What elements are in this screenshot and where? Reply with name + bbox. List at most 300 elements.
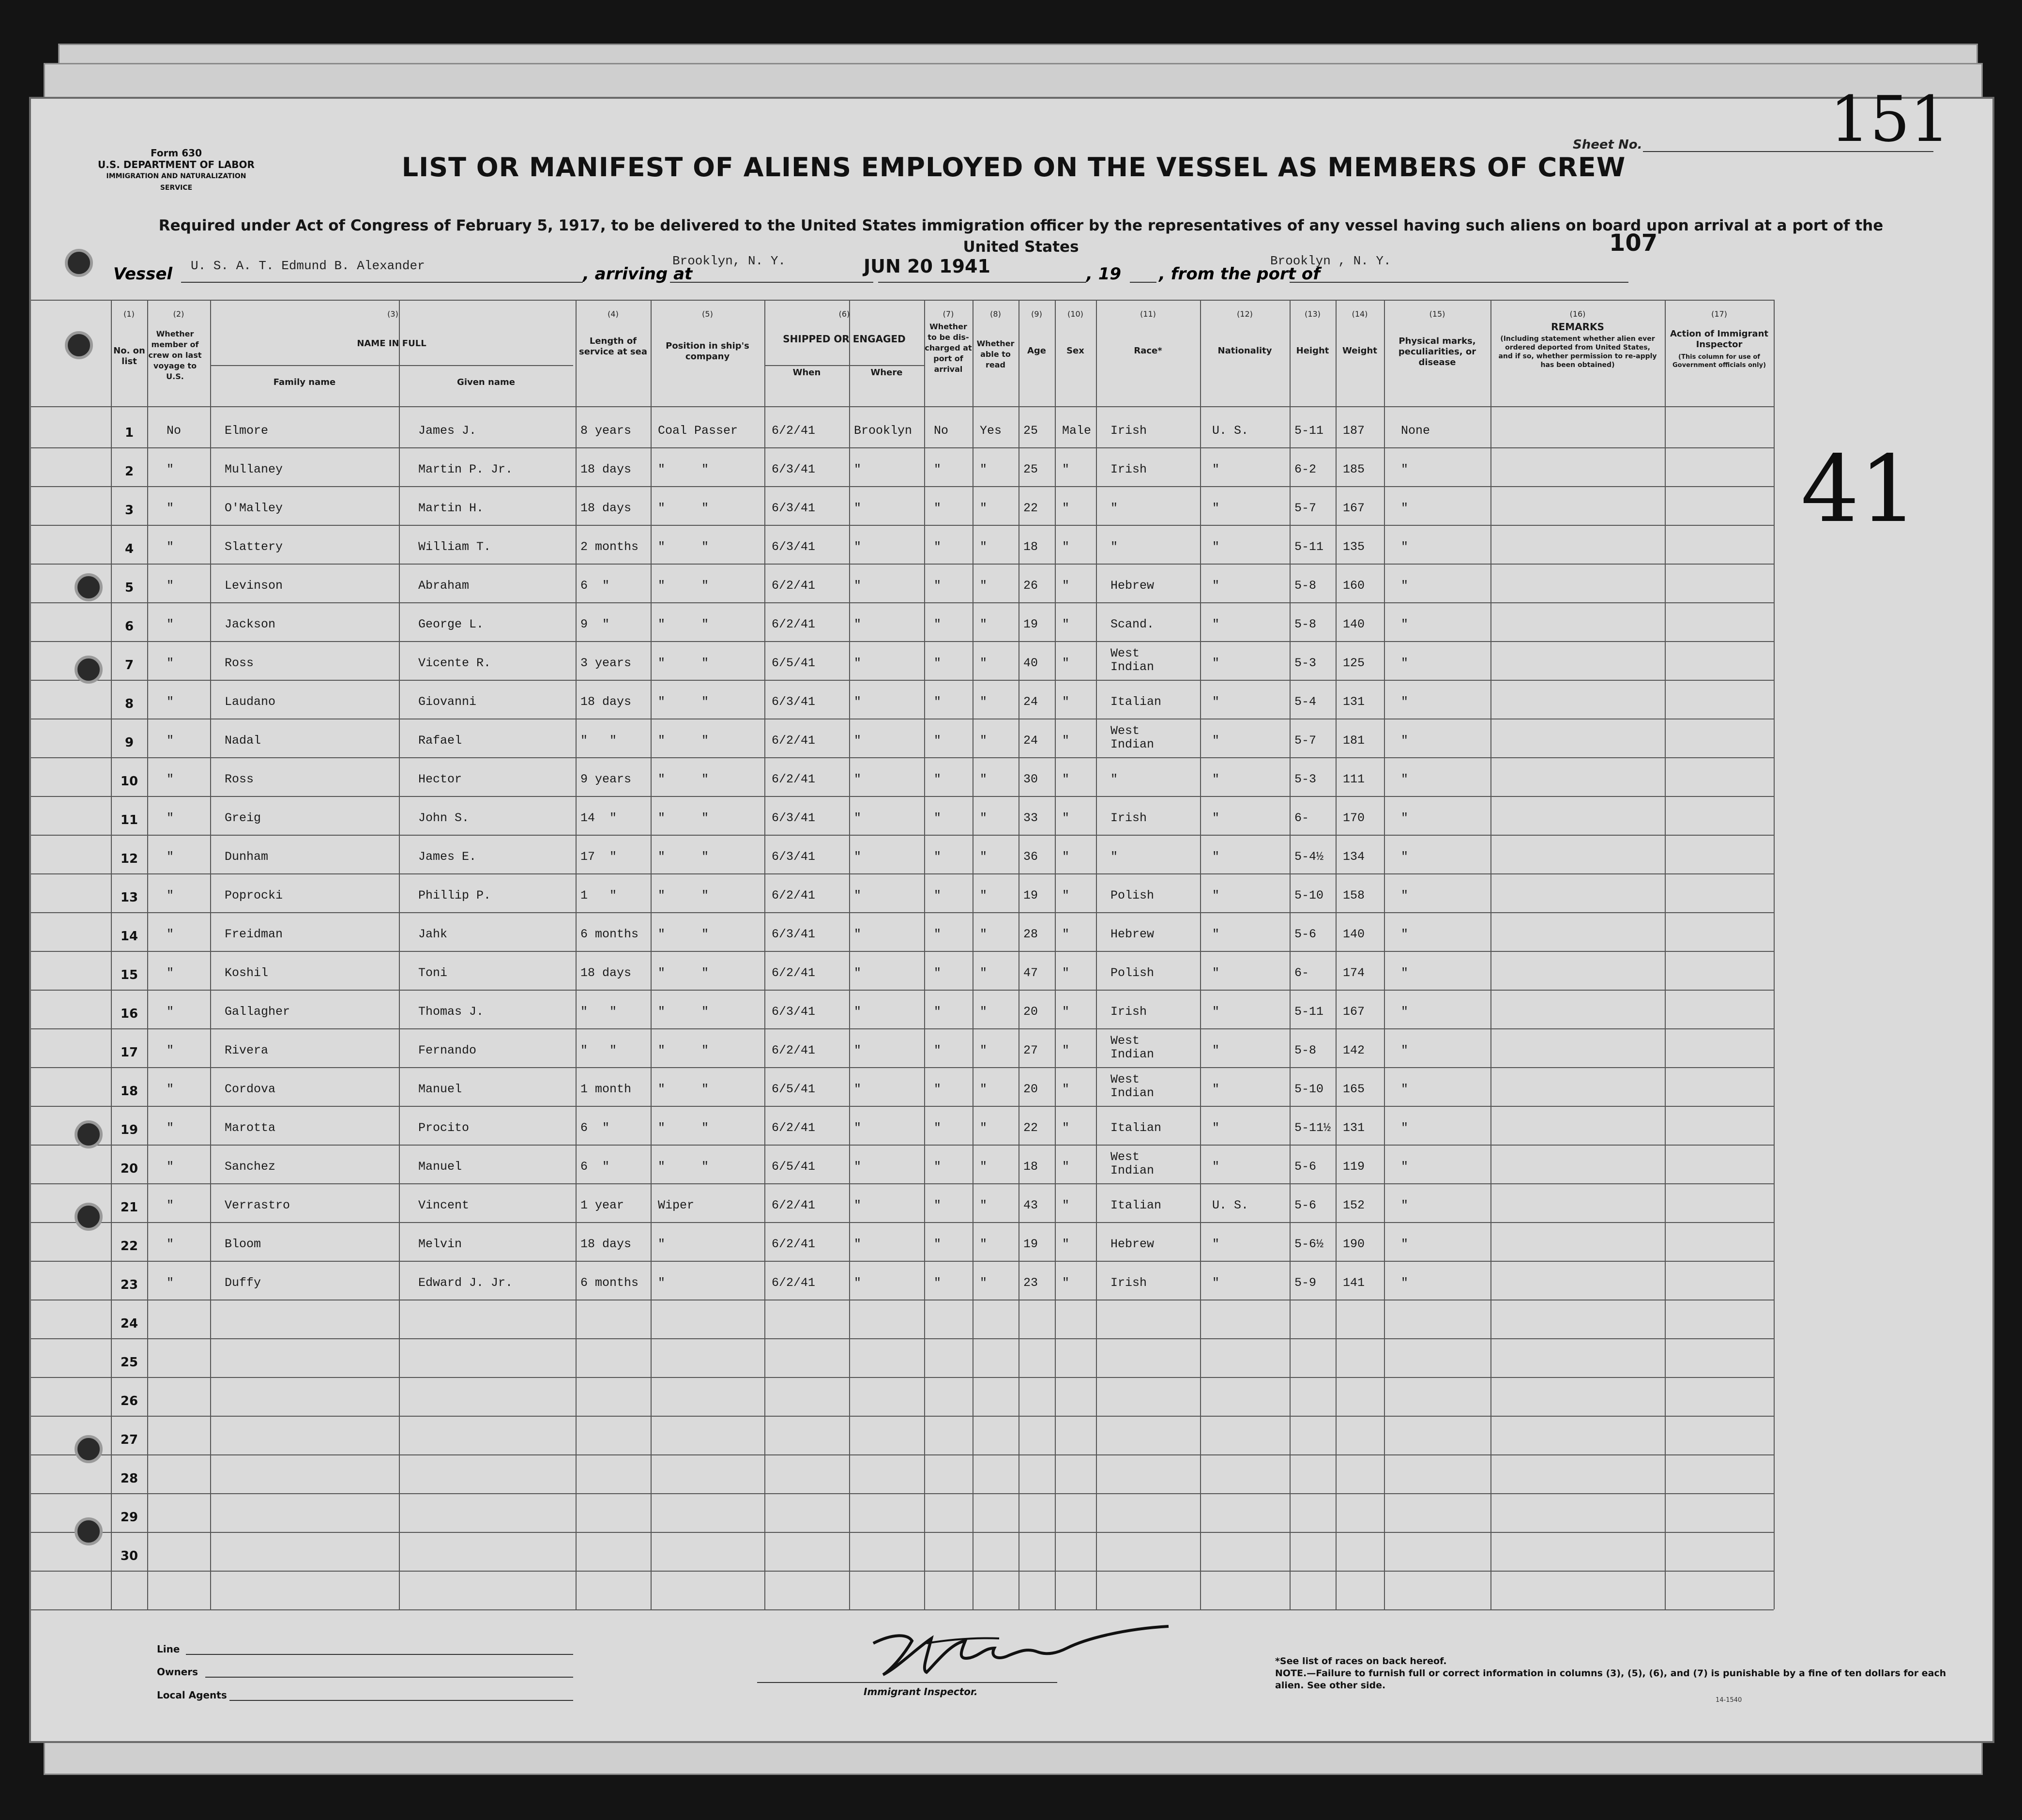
crew-table bbox=[31, 300, 1996, 1609]
physical-marks-cell: " bbox=[1401, 1043, 1409, 1057]
service-length-cell: 1 month bbox=[580, 1082, 632, 1096]
table-row-rule bbox=[31, 602, 1774, 603]
physical-marks-cell: " bbox=[1401, 888, 1409, 902]
family-name-cell: Dunham bbox=[225, 850, 269, 864]
height-cell: 5-3 bbox=[1294, 772, 1317, 786]
physical-marks-cell: " bbox=[1401, 695, 1409, 709]
age-cell: 25 bbox=[1023, 424, 1038, 438]
race-cell: Italian bbox=[1110, 1121, 1162, 1135]
table-row-rule bbox=[31, 1416, 1774, 1417]
header-position: Position in ship's company bbox=[666, 341, 749, 362]
footer-note bbox=[1275, 1655, 1953, 1692]
service-length-cell: 18 days bbox=[580, 462, 632, 476]
nationality-cell: U. S. bbox=[1212, 424, 1249, 438]
local-agents-field bbox=[229, 1700, 573, 1701]
table-row-rule bbox=[31, 1106, 1774, 1107]
able-to-read-cell: " bbox=[980, 579, 988, 593]
age-cell: 43 bbox=[1023, 1198, 1038, 1212]
age-cell: 19 bbox=[1023, 617, 1038, 631]
physical-marks-cell: " bbox=[1401, 617, 1409, 631]
sex-cell: " bbox=[1062, 579, 1070, 593]
physical-marks-cell: " bbox=[1401, 1121, 1409, 1135]
service-length-cell: 17 " bbox=[580, 850, 617, 864]
shipped-where-cell: " bbox=[854, 850, 862, 864]
height-cell: 5-11 bbox=[1294, 1005, 1324, 1019]
nationality-cell: " bbox=[1212, 1005, 1220, 1019]
position-cell: " " bbox=[658, 888, 709, 902]
weight-cell: 119 bbox=[1343, 1160, 1365, 1174]
physical-marks-cell: " bbox=[1401, 1005, 1409, 1019]
given-name-cell: Jahk bbox=[418, 927, 448, 941]
row-number: 10 bbox=[120, 774, 138, 789]
discharged-cell: " bbox=[934, 617, 942, 631]
age-cell: 36 bbox=[1023, 850, 1038, 864]
header-where: Where bbox=[870, 367, 903, 378]
nationality-cell: U. S. bbox=[1212, 1198, 1249, 1212]
service-length-cell: 18 days bbox=[580, 966, 632, 980]
able-to-read-cell: " bbox=[980, 501, 988, 515]
physical-marks-cell: " bbox=[1401, 1198, 1409, 1212]
age-cell: 20 bbox=[1023, 1082, 1038, 1096]
inspector-signature-line bbox=[757, 1682, 1057, 1683]
row-number: 23 bbox=[120, 1278, 138, 1292]
discharged-cell: " bbox=[934, 1198, 942, 1212]
vessel-name-line bbox=[181, 282, 583, 283]
position-cell: " " bbox=[658, 1005, 709, 1019]
age-cell: 30 bbox=[1023, 772, 1038, 786]
nationality-cell: " bbox=[1212, 501, 1220, 515]
header-nationality: Nationality bbox=[1217, 346, 1272, 356]
local-agents-label: Local Agents bbox=[157, 1689, 227, 1701]
sex-cell: Male bbox=[1062, 424, 1092, 438]
row-number: 6 bbox=[124, 619, 134, 634]
service-length-cell: 1 " bbox=[580, 888, 617, 902]
shipped-when-cell: 6/3/41 bbox=[772, 501, 816, 515]
from-port-line bbox=[1290, 282, 1628, 283]
table-column-rule bbox=[1665, 300, 1666, 1609]
position-cell: " " bbox=[658, 734, 709, 748]
table-row-rule bbox=[31, 406, 1774, 407]
table-row-rule bbox=[31, 951, 1774, 952]
age-cell: 27 bbox=[1023, 1043, 1038, 1057]
row-number: 4 bbox=[124, 542, 134, 556]
nationality-cell: " bbox=[1212, 772, 1220, 786]
height-cell: 5-8 bbox=[1294, 1043, 1317, 1057]
weight-cell: 181 bbox=[1343, 734, 1365, 748]
family-name-cell: Laudano bbox=[225, 695, 276, 709]
arriving-label: , arriving at bbox=[583, 264, 693, 284]
position-cell: " " bbox=[658, 656, 709, 670]
sex-cell: " bbox=[1062, 617, 1070, 631]
date-line bbox=[878, 282, 1086, 283]
shipped-where-cell: " bbox=[854, 1160, 862, 1174]
column-number: (3) bbox=[387, 309, 398, 319]
table-column-rule bbox=[1490, 300, 1491, 1609]
shipped-where-cell: Brooklyn bbox=[854, 424, 912, 438]
family-name-cell: O'Malley bbox=[225, 501, 283, 515]
arriving-line bbox=[670, 282, 873, 283]
age-cell: 28 bbox=[1023, 927, 1038, 941]
position-cell: " " bbox=[658, 1160, 709, 1174]
service-length-cell: 6 months bbox=[580, 927, 639, 941]
header-remarks-note: (Including statement whether alien ever ordered deported from United States, and if so, whether permission to re-apply has been obtained) bbox=[1498, 335, 1657, 369]
physical-marks-cell: " bbox=[1401, 540, 1409, 554]
family-name-cell: Mullaney bbox=[225, 462, 283, 476]
sex-cell: " bbox=[1062, 811, 1070, 825]
position-cell: " " bbox=[658, 811, 709, 825]
weight-cell: 167 bbox=[1343, 1005, 1365, 1019]
race-cell: Irish bbox=[1110, 424, 1147, 438]
weight-cell: 141 bbox=[1343, 1276, 1365, 1290]
table-column-rule bbox=[1055, 300, 1056, 1609]
physical-marks-cell: " bbox=[1401, 656, 1409, 670]
family-name-cell: Marotta bbox=[225, 1121, 276, 1135]
race-cell: Irish bbox=[1110, 1005, 1147, 1019]
print-code: 14-1540 bbox=[1716, 1697, 1742, 1704]
able-to-read-cell: " bbox=[980, 966, 988, 980]
table-column-rule bbox=[210, 300, 211, 1609]
table-row-rule bbox=[31, 990, 1774, 991]
able-to-read-cell: " bbox=[980, 656, 988, 670]
row-number: 11 bbox=[120, 813, 138, 827]
member-cell: " bbox=[167, 501, 174, 515]
shipped-where-cell: " bbox=[854, 579, 862, 593]
shipped-where-cell: " bbox=[854, 656, 862, 670]
physical-marks-cell: " bbox=[1401, 501, 1409, 515]
given-name-cell: Martin P. Jr. bbox=[418, 462, 513, 476]
table-row-rule bbox=[31, 1377, 1774, 1378]
header-when: When bbox=[792, 367, 821, 378]
header-weight: Weight bbox=[1342, 346, 1377, 356]
service-length-cell: 6 " bbox=[580, 579, 610, 593]
shipped-when-cell: 6/3/41 bbox=[772, 695, 816, 709]
position-cell: " " bbox=[658, 462, 709, 476]
race-cell: West Indian bbox=[1110, 1150, 1155, 1178]
sex-cell: " bbox=[1062, 734, 1070, 748]
binder-hole bbox=[65, 331, 93, 359]
height-cell: 5-4½ bbox=[1294, 850, 1324, 864]
height-cell: 5-10 bbox=[1294, 1082, 1324, 1096]
height-cell: 5-4 bbox=[1294, 695, 1317, 709]
weight-cell: 160 bbox=[1343, 579, 1365, 593]
header-action: Action of Immigrant Inspector bbox=[1670, 329, 1768, 350]
sex-cell: " bbox=[1062, 1198, 1070, 1212]
sex-cell: " bbox=[1062, 850, 1070, 864]
weight-cell: 185 bbox=[1343, 462, 1365, 476]
page-subtitle: Required under Act of Congress of February 5, 1917, to be delivered to the United States immigration officer by the representatives of any vessel having such aliens on board upon arrival at a port of the United States bbox=[158, 217, 1884, 256]
nationality-cell: " bbox=[1212, 579, 1220, 593]
race-cell: Polish bbox=[1110, 966, 1155, 980]
sex-cell: " bbox=[1062, 966, 1070, 980]
position-cell: " " bbox=[658, 927, 709, 941]
position-cell: " bbox=[658, 1237, 666, 1251]
height-cell: 5-3 bbox=[1294, 656, 1317, 670]
nationality-cell: " bbox=[1212, 1276, 1220, 1290]
table-row-rule bbox=[31, 525, 1774, 526]
able-to-read-cell: " bbox=[980, 772, 988, 786]
given-name-cell: Giovanni bbox=[418, 695, 477, 709]
given-name-cell: James J. bbox=[418, 424, 477, 438]
manifest-sheet bbox=[29, 97, 1994, 1743]
family-name-cell: Poprocki bbox=[225, 888, 283, 902]
sex-cell: " bbox=[1062, 772, 1070, 786]
weight-cell: 167 bbox=[1343, 501, 1365, 515]
service-length-cell: 1 year bbox=[580, 1198, 624, 1212]
able-to-read-cell: " bbox=[980, 695, 988, 709]
stamp-number: 107 bbox=[1609, 229, 1658, 257]
given-name-cell: Vicente R. bbox=[418, 656, 491, 670]
row-number: 25 bbox=[120, 1355, 138, 1370]
shipped-where-cell: " bbox=[854, 1276, 862, 1290]
physical-marks-cell: " bbox=[1401, 811, 1409, 825]
shipped-when-cell: 6/2/41 bbox=[772, 424, 816, 438]
weight-cell: 165 bbox=[1343, 1082, 1365, 1096]
sheet-number-label: Sheet No. bbox=[1573, 138, 1642, 152]
given-name-cell: George L. bbox=[418, 617, 484, 631]
age-cell: 19 bbox=[1023, 888, 1038, 902]
column-number: (9) bbox=[1031, 309, 1042, 319]
line-label: Line bbox=[157, 1643, 180, 1655]
column-number: (5) bbox=[702, 309, 713, 319]
race-cell: West Indian bbox=[1110, 1072, 1155, 1100]
race-cell: Scand. bbox=[1110, 617, 1155, 631]
able-to-read-cell: " bbox=[980, 1005, 988, 1019]
race-cell: Irish bbox=[1110, 462, 1147, 476]
physical-marks-cell: " bbox=[1401, 462, 1409, 476]
shipped-when-cell: 6/2/41 bbox=[772, 617, 816, 631]
column-number: (11) bbox=[1140, 309, 1156, 319]
race-cell: Irish bbox=[1110, 811, 1147, 825]
row-number: 5 bbox=[124, 581, 134, 595]
shipped-when-cell: 6/3/41 bbox=[772, 850, 816, 864]
weight-cell: 158 bbox=[1343, 888, 1365, 902]
binder-hole bbox=[75, 1435, 103, 1463]
physical-marks-cell: None bbox=[1401, 424, 1430, 438]
shipped-when-cell: 6/2/41 bbox=[772, 888, 816, 902]
row-number: 29 bbox=[120, 1510, 138, 1525]
header-family-name: Family name bbox=[273, 377, 336, 387]
service-length-cell: " " bbox=[580, 1043, 617, 1057]
family-name-cell: Sanchez bbox=[225, 1160, 276, 1174]
shipped-when-cell: 6/2/41 bbox=[772, 1276, 816, 1290]
race-cell: West Indian bbox=[1110, 724, 1155, 751]
discharged-cell: " bbox=[934, 734, 942, 748]
shipped-where-cell: " bbox=[854, 540, 862, 554]
header-given-name: Given name bbox=[457, 377, 515, 387]
year-line bbox=[1130, 282, 1156, 283]
table-column-rule bbox=[1774, 300, 1775, 1609]
discharged-cell: " bbox=[934, 888, 942, 902]
family-name-cell: Koshil bbox=[225, 966, 269, 980]
column-number: (15) bbox=[1429, 309, 1445, 319]
discharged-cell: No bbox=[934, 424, 949, 438]
discharged-cell: " bbox=[934, 927, 942, 941]
given-name-cell: Manuel bbox=[418, 1160, 462, 1174]
physical-marks-cell: " bbox=[1401, 1237, 1409, 1251]
sex-cell: " bbox=[1062, 540, 1070, 554]
shipped-where-cell: " bbox=[854, 927, 862, 941]
age-cell: 33 bbox=[1023, 811, 1038, 825]
given-name-cell: Hector bbox=[418, 772, 462, 786]
shipped-when-cell: 6/2/41 bbox=[772, 1198, 816, 1212]
table-row-rule bbox=[31, 757, 1774, 758]
table-row-rule bbox=[31, 486, 1774, 487]
vessel-line bbox=[31, 254, 1996, 288]
member-cell: " bbox=[167, 1082, 174, 1096]
nationality-cell: " bbox=[1212, 1160, 1220, 1174]
table-column-rule bbox=[651, 300, 652, 1609]
family-name-cell: Cordova bbox=[225, 1082, 276, 1096]
nationality-cell: " bbox=[1212, 540, 1220, 554]
table-column-rule bbox=[924, 300, 925, 1609]
header-race: Race* bbox=[1134, 346, 1162, 356]
row-number: 2 bbox=[124, 464, 134, 479]
shipped-when-cell: 6/2/41 bbox=[772, 1121, 816, 1135]
position-cell: " " bbox=[658, 1043, 709, 1057]
shipped-when-cell: 6/5/41 bbox=[772, 1160, 816, 1174]
member-cell: " bbox=[167, 811, 174, 825]
shipped-where-cell: " bbox=[854, 695, 862, 709]
race-cell: Italian bbox=[1110, 1198, 1162, 1212]
sex-cell: " bbox=[1062, 1237, 1070, 1251]
able-to-read-cell: " bbox=[980, 1276, 988, 1290]
shipped-when-cell: 6/2/41 bbox=[772, 772, 816, 786]
discharged-cell: " bbox=[934, 850, 942, 864]
header-discharged: Whether to be dis-charged at port of arrival bbox=[925, 322, 972, 374]
height-cell: 5-8 bbox=[1294, 579, 1317, 593]
discharged-cell: " bbox=[934, 1276, 942, 1290]
immigrant-inspector-label: Immigrant Inspector. bbox=[864, 1686, 978, 1698]
table-column-rule bbox=[147, 300, 148, 1609]
discharged-cell: " bbox=[934, 1082, 942, 1096]
sex-cell: " bbox=[1062, 1160, 1070, 1174]
member-cell: " bbox=[167, 579, 174, 593]
header-shipped: SHIPPED OR ENGAGED bbox=[783, 333, 906, 345]
nationality-cell: " bbox=[1212, 695, 1220, 709]
race-cell: Hebrew bbox=[1110, 927, 1155, 941]
shipped-where-cell: " bbox=[854, 1005, 862, 1019]
row-number: 12 bbox=[120, 852, 138, 866]
weight-cell: 190 bbox=[1343, 1237, 1365, 1251]
binder-hole bbox=[75, 656, 103, 684]
table-column-rule bbox=[1336, 300, 1337, 1609]
member-cell: " bbox=[167, 1276, 174, 1290]
family-name-cell: Ross bbox=[225, 772, 254, 786]
column-number: (4) bbox=[608, 309, 619, 319]
shipped-when-cell: 6/2/41 bbox=[772, 579, 816, 593]
column-number: (17) bbox=[1711, 309, 1727, 319]
row-number: 7 bbox=[124, 658, 134, 673]
nationality-cell: " bbox=[1212, 811, 1220, 825]
nationality-cell: " bbox=[1212, 1121, 1220, 1135]
table-row-rule bbox=[31, 680, 1774, 681]
shipped-when-cell: 6/3/41 bbox=[772, 1005, 816, 1019]
discharged-cell: " bbox=[934, 1043, 942, 1057]
weight-cell: 152 bbox=[1343, 1198, 1365, 1212]
service-length-cell: 6 " bbox=[580, 1160, 610, 1174]
weight-cell: 142 bbox=[1343, 1043, 1365, 1057]
table-row-rule bbox=[31, 1261, 1774, 1262]
given-name-cell: Phillip P. bbox=[418, 888, 491, 902]
shipped-when-cell: 6/3/41 bbox=[772, 811, 816, 825]
row-number: 15 bbox=[120, 968, 138, 982]
weight-cell: 134 bbox=[1343, 850, 1365, 864]
age-cell: 23 bbox=[1023, 1276, 1038, 1290]
able-to-read-cell: " bbox=[980, 617, 988, 631]
discharged-cell: " bbox=[934, 501, 942, 515]
given-name-cell: John S. bbox=[418, 811, 470, 825]
height-cell: 5-8 bbox=[1294, 617, 1317, 631]
able-to-read-cell: " bbox=[980, 927, 988, 941]
column-number: (2) bbox=[173, 309, 184, 319]
table-column-rule bbox=[1096, 300, 1097, 1609]
discharged-cell: " bbox=[934, 1005, 942, 1019]
row-number: 30 bbox=[120, 1549, 138, 1563]
able-to-read-cell: " bbox=[980, 1121, 988, 1135]
family-name-cell: Verrastro bbox=[225, 1198, 290, 1212]
nationality-cell: " bbox=[1212, 927, 1220, 941]
shipped-where-cell: " bbox=[854, 1121, 862, 1135]
race-cell: " bbox=[1110, 772, 1118, 786]
discharged-cell: " bbox=[934, 579, 942, 593]
member-cell: " bbox=[167, 850, 174, 864]
member-cell: " bbox=[167, 1237, 174, 1251]
service-length-cell: 3 years bbox=[580, 656, 632, 670]
height-cell: 5-7 bbox=[1294, 734, 1317, 748]
member-cell: " bbox=[167, 927, 174, 941]
given-name-cell: Martin H. bbox=[418, 501, 484, 515]
sex-cell: " bbox=[1062, 1043, 1070, 1057]
row-number: 9 bbox=[124, 735, 134, 750]
table-row-rule bbox=[31, 1532, 1774, 1533]
fine-note: NOTE.—Failure to furnish full or correct information in columns (3), (5), (6), and (7) is punishable by a fine of ten dollars for each alien. See other side. bbox=[1275, 1668, 1946, 1691]
position-cell: " " bbox=[658, 1082, 709, 1096]
shipped-when-cell: 6/5/41 bbox=[772, 1082, 816, 1096]
sex-cell: " bbox=[1062, 462, 1070, 476]
row-number: 18 bbox=[120, 1084, 138, 1099]
given-name-cell: Procito bbox=[418, 1121, 470, 1135]
service-length-cell: 18 days bbox=[580, 695, 632, 709]
weight-cell: 140 bbox=[1343, 927, 1365, 941]
weight-cell: 111 bbox=[1343, 772, 1365, 786]
family-name-cell: Nadal bbox=[225, 734, 261, 748]
row-number: 24 bbox=[120, 1316, 138, 1331]
height-cell: 5-7 bbox=[1294, 501, 1317, 515]
shipped-where-cell: " bbox=[854, 811, 862, 825]
member-cell: " bbox=[167, 656, 174, 670]
weight-cell: 135 bbox=[1343, 540, 1365, 554]
department-name: U.S. DEPARTMENT OF LABOR bbox=[98, 159, 255, 170]
column-number: (8) bbox=[990, 309, 1001, 319]
family-name-cell: Elmore bbox=[225, 424, 269, 438]
able-to-read-cell: " bbox=[980, 540, 988, 554]
binder-hole bbox=[65, 249, 93, 277]
owners-field bbox=[205, 1677, 573, 1678]
position-cell: " " bbox=[658, 772, 709, 786]
nationality-cell: " bbox=[1212, 1237, 1220, 1251]
table-row-rule bbox=[210, 365, 573, 366]
shipped-when-cell: 6/2/41 bbox=[772, 966, 816, 980]
table-row-rule bbox=[31, 641, 1774, 642]
table-column-rule bbox=[849, 300, 850, 1609]
from-port-label: , from the port of bbox=[1159, 264, 1320, 284]
physical-marks-cell: " bbox=[1401, 966, 1409, 980]
row-number: 28 bbox=[120, 1471, 138, 1486]
member-cell: " bbox=[167, 734, 174, 748]
member-cell: " bbox=[167, 1198, 174, 1212]
column-number: (7) bbox=[943, 309, 954, 319]
table-row-rule bbox=[31, 912, 1774, 913]
